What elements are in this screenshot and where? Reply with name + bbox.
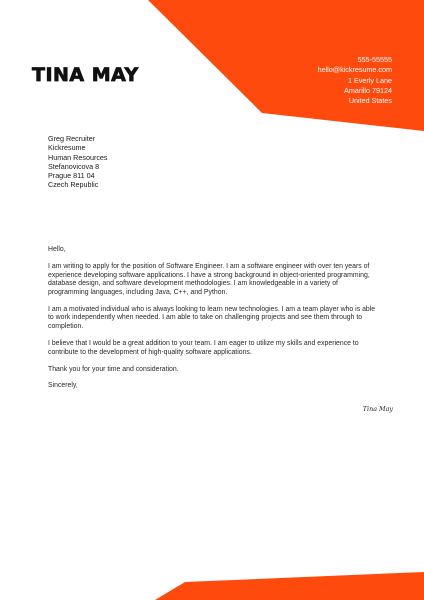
contact-phone: 555-55555	[357, 55, 392, 64]
letter-paragraph: I am writing to apply for the position of Software Engineer. I am a software engineer with over ten years of experience developing software applications. I have a strong background in object-oriented programming, database design, and software development methodologies. I am knowledgeable in a variety of programming languages, including Java, C++, and Python.	[48, 262, 370, 296]
letter-paragraph: Thank you for your time and consideration.	[48, 365, 179, 373]
recipient-country: Czech Republic	[48, 180, 99, 190]
footer-accent-shape	[0, 566, 424, 600]
contact-city-zip: Amarillo 79124	[344, 85, 392, 95]
letter-closing: Sincerely,	[48, 382, 78, 390]
letter-paragraph: I believe that I would be a great addition to your team. I am eager to utilize my skills and experience to contribute to the development of high-quality software applications.	[48, 339, 359, 356]
recipient-company: Kickresume	[48, 143, 86, 153]
recipient-name: Greg Recruiter	[48, 134, 96, 143]
signature: Tina May	[362, 405, 393, 413]
recipient-block	[48, 134, 108, 190]
applicant-name: TINA MAY	[32, 64, 139, 86]
letter-body	[48, 246, 378, 399]
contact-email: hello@kickresume.com	[317, 65, 392, 75]
recipient-department: Human Resources	[48, 152, 108, 162]
letter-greeting: Hello,	[48, 246, 66, 253]
recipient-city-zip: Prague 811 04	[48, 171, 95, 181]
recipient-street: Stefanovicova 8	[48, 161, 100, 171]
contact-country: United States	[348, 96, 392, 106]
contact-address: 1 Everly Lane	[348, 75, 392, 85]
letter-paragraph: I am a motivated individual who is always looking to learn new technologies. I am a team player who is able to work independently when needed. I am able to take on challenging projects and see them through to completion.	[48, 305, 376, 330]
contact-block	[232, 55, 392, 106]
